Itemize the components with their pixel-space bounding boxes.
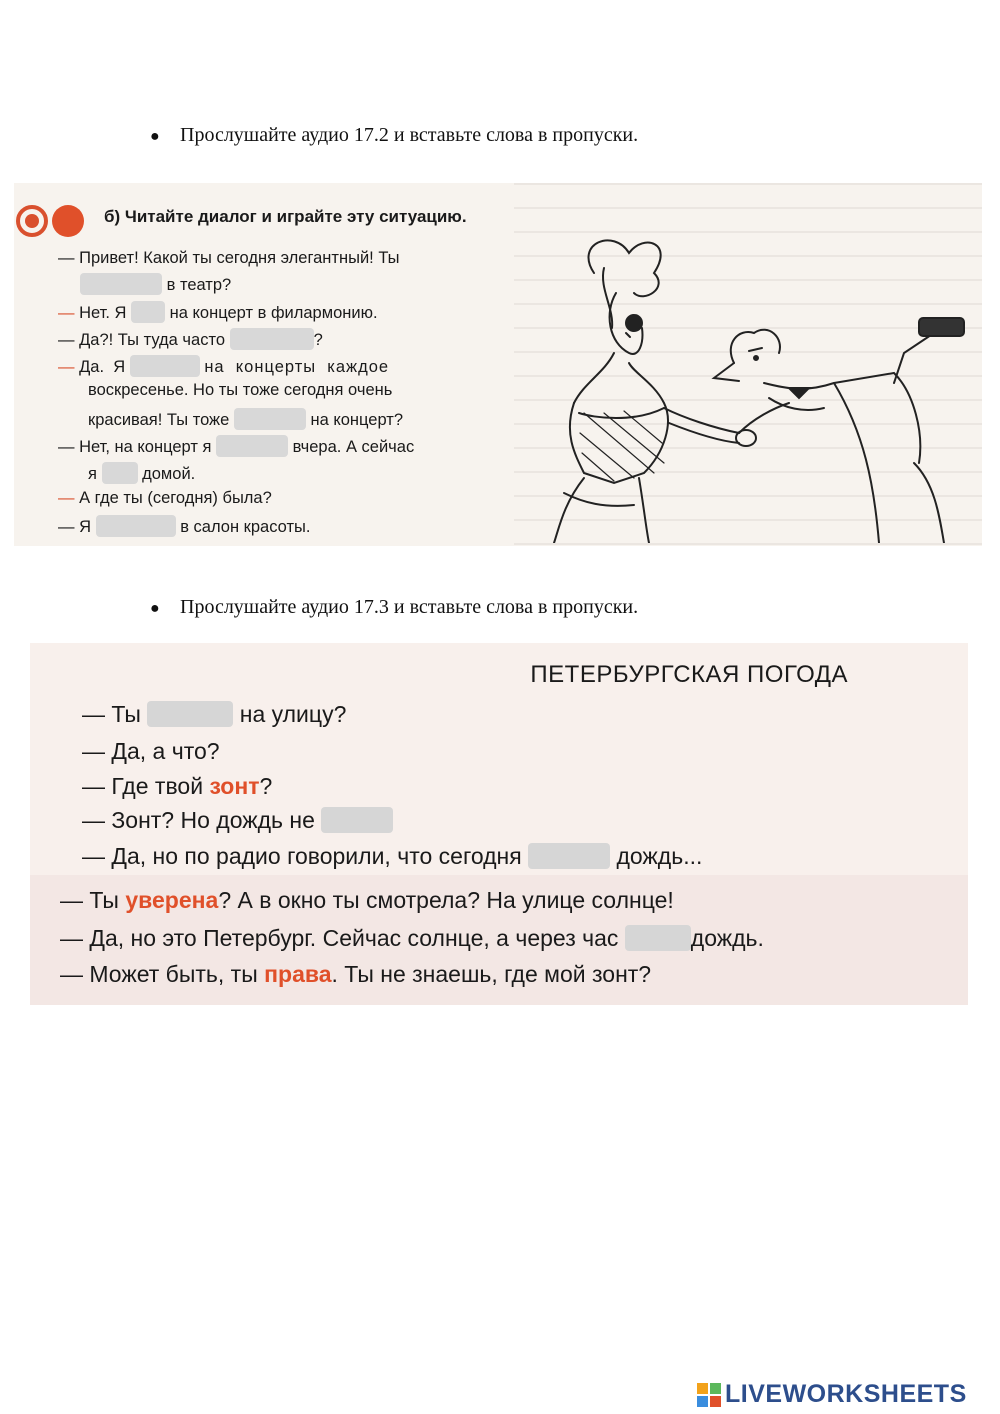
blank-field[interactable] — [130, 355, 200, 377]
blank-field[interactable] — [147, 701, 233, 727]
liveworksheets-logo-icon — [697, 1383, 721, 1407]
blank-field[interactable] — [80, 273, 162, 295]
blank-field[interactable] — [625, 925, 691, 951]
dialog-line: — Нет. Я на концерт в филармонию. — [58, 301, 378, 323]
dialog-line: — Да?! Ты туда часто ? — [58, 328, 323, 350]
blank-field[interactable] — [216, 435, 288, 457]
instruction-text: Прослушайте аудио 17.3 и вставьте слова в пропуски. — [180, 596, 639, 618]
dialog-line: — А где ты (сегодня) была? — [58, 489, 272, 507]
blank-field[interactable] — [321, 807, 393, 833]
dialog-line: — Нет, на концерт я вчера. А сейчас — [58, 435, 414, 457]
dialog-line: — Ты уверена? А в окно ты смотрела? На улице солнце! — [60, 887, 674, 913]
dialog-line: — Где твой зонт? — [82, 773, 273, 799]
dialog-line: — Привет! Какой ты сегодня элегантный! Ты — [58, 249, 400, 267]
blank-field[interactable] — [102, 462, 138, 484]
liveworksheets-brand[interactable] — [697, 1380, 997, 1408]
dialog-panel-1 — [14, 183, 982, 546]
dialog-line: — Ты на улицу? — [82, 701, 347, 727]
blank-field[interactable] — [528, 843, 610, 869]
dialog-line: — Может быть, ты права. Ты не знаешь, где мой зонт? — [60, 961, 652, 987]
audio-icon — [16, 203, 86, 239]
dialog-2-title: ПЕТЕРБУРГСКАЯ ПОГОДА — [530, 661, 848, 688]
dialog-line: — Я в салон красоты. — [58, 515, 311, 537]
blank-field[interactable] — [230, 328, 314, 350]
dialog-1-title: б) Читайте диалог и играйте эту ситуацию. — [104, 207, 467, 226]
dialog-line: — Да. Я на концерты каждое — [58, 355, 389, 377]
blank-field[interactable] — [131, 301, 165, 323]
blank-field[interactable] — [234, 408, 306, 430]
dialog-line: — Да, но по радио говорили, что сегодня дождь... — [82, 843, 703, 869]
instruction-text: Прослушайте аудио 17.2 и вставьте слова в пропуски. — [180, 124, 639, 146]
bullet: ● — [150, 600, 160, 617]
dialog-panel-2 — [30, 643, 968, 1005]
bullet: ● — [150, 128, 160, 145]
instruction-1 — [150, 124, 638, 147]
illustration-couple — [534, 233, 974, 543]
blank-field[interactable] — [96, 515, 176, 537]
dialog-line: в театр? — [80, 273, 231, 295]
dialog-line: воскресенье. Но ты тоже сегодня очень — [88, 381, 393, 399]
dialog-line: красивая! Ты тоже на концерт? — [88, 408, 403, 430]
instruction-2 — [150, 596, 638, 619]
dialog-line: — Да, но это Петербург. Сейчас солнце, а через час дождь. — [60, 925, 764, 951]
brand-name: LIVEWORKSHEETS — [725, 1380, 967, 1408]
dialog-line: я домой. — [88, 462, 195, 484]
dialog-line: — Да, а что? — [82, 738, 220, 764]
dialog-line: — Зонт? Но дождь не — [82, 807, 393, 834]
